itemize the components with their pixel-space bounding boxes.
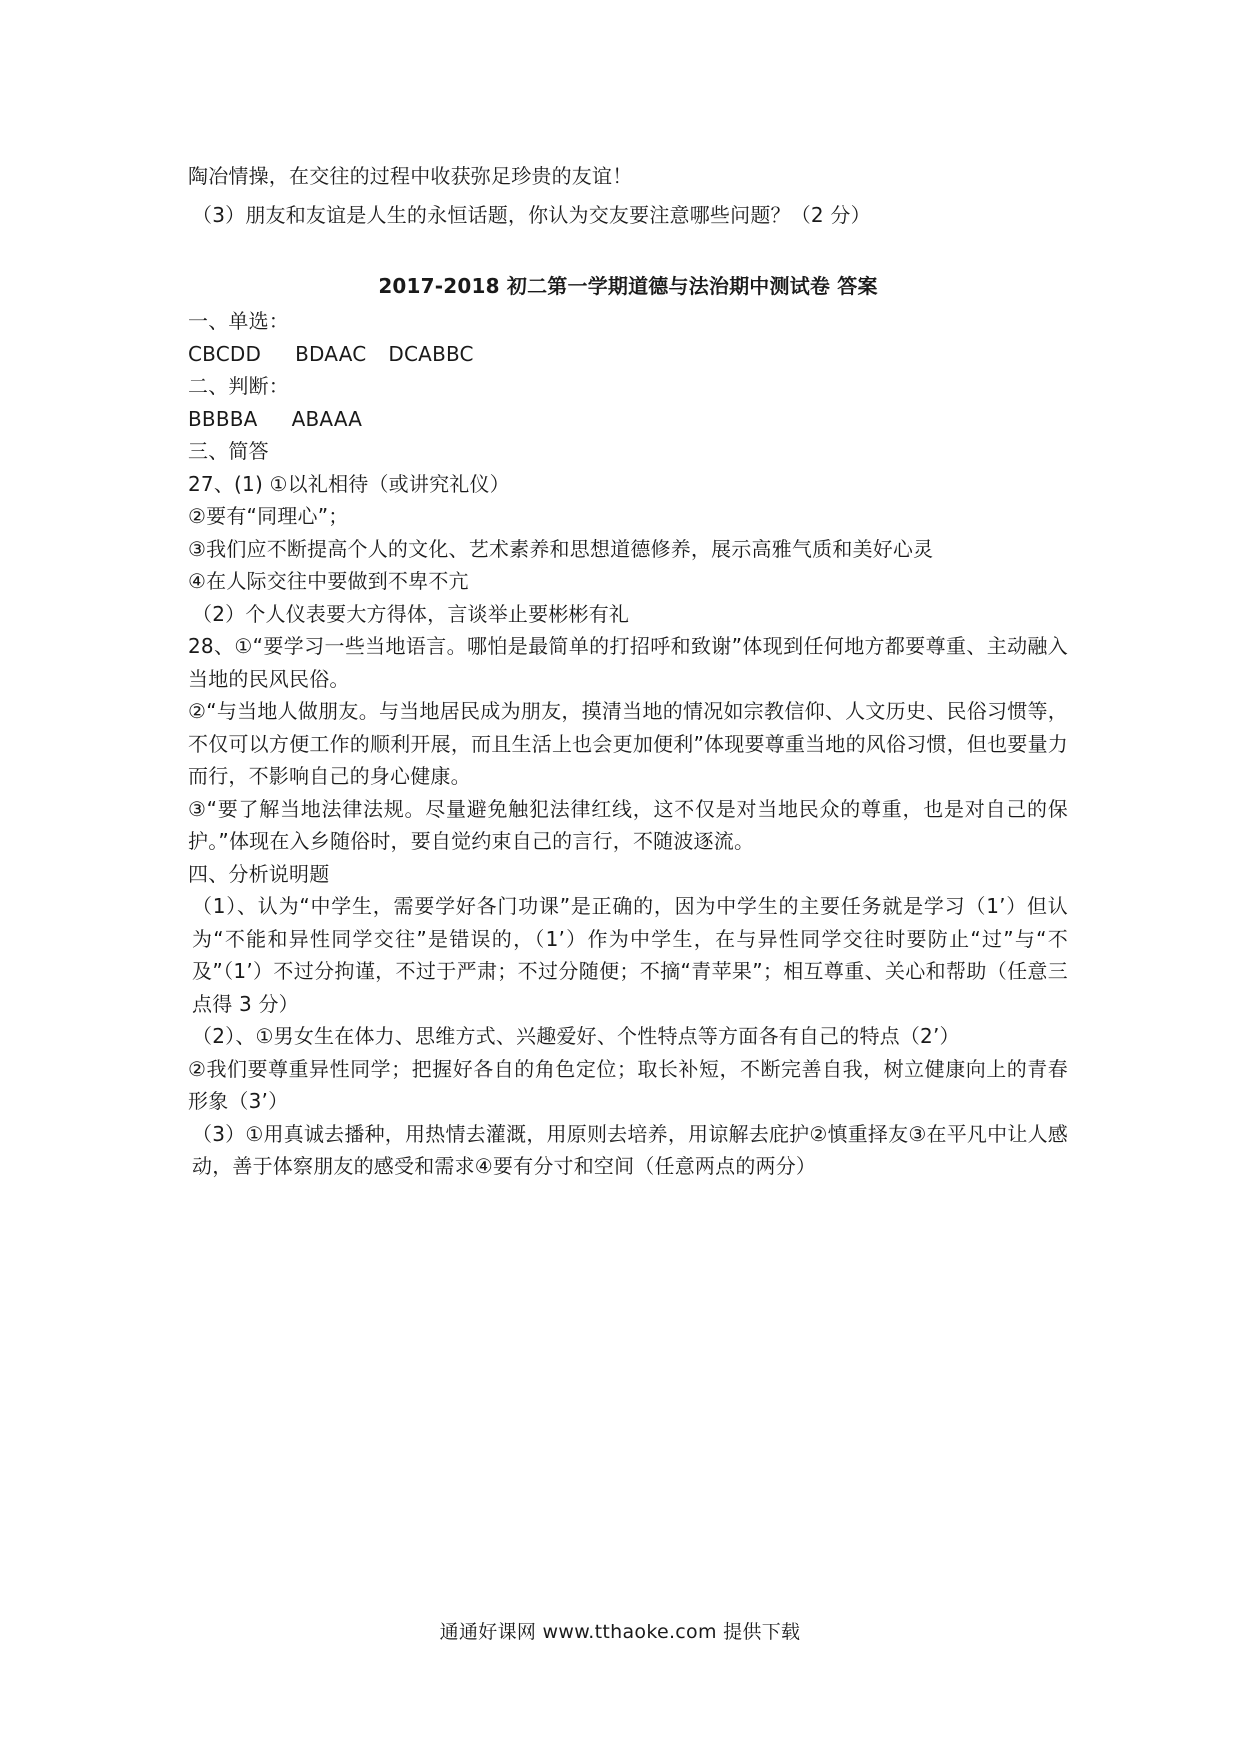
q28-paragraph-3: ③“要了解当地法律法规。尽量避免触犯法律红线，这不仅是对当地民众的尊重，也是对自己的保护。”体现在入乡随俗时，要自觉约束自己的言行，不随波逐流。 <box>188 796 1068 853</box>
q27-line-3: ③我们应不断提高个人的文化、艺术素养和思想道德修养，展示高雅气质和美好心灵 <box>188 536 934 561</box>
analysis-paragraph-2: （2）、①男女生在体力、思维方式、兴趣爱好、个性特点等方面各有自己的特点（2’） <box>192 1024 960 1048</box>
answer-key-title: 2017-2018 初二第一学期道德与法治期中测试卷 答案 <box>378 274 878 298</box>
section-2-heading: 二、判断： <box>188 374 289 398</box>
section-1-answers <box>188 338 1068 371</box>
q27-line-1: 27、(1) ①以礼相待（或讲究礼仪） <box>188 471 510 496</box>
analysis-paragraph-1: （1）、认为“中学生，需要学好各门功课”是正确的，因为中学生的主要任务就是学习（1’）但认为“不能和异性同学交往”是错误的，（1’）作为中学生，在与异性同学交往时要防止“过”与“不及”（1’）不过分拘谨，不过于严肃；不过分随便；不摘“青苹果”；相互尊重、关心和帮助（任意三点得 3 分） <box>192 894 1068 1016</box>
q28-paragraph-1: 28、①“要学习一些当地语言。哪怕是最简单的打招呼和致谢”体现到任何地方都要尊重、主动融入当地的民风民俗。 <box>188 634 1068 691</box>
q27-line-4: ④在人际交往中要做到不卑不亢 <box>188 569 469 593</box>
document-page <box>188 160 1068 1183</box>
footer-source-text: 通通好课网 www.tthaoke.com 提供下载 <box>439 1621 801 1643</box>
q27-line-2: ②要有“同理心”； <box>188 504 349 528</box>
answer-group: DCABBC <box>388 341 474 366</box>
intro-line-1: 陶冶情操，在交往的过程中收获弥足珍贵的友谊！ <box>188 164 633 188</box>
analysis-paragraph-3: ②我们要尊重异性同学；把握好各自的角色定位；取长补短，不断完善自我，树立健康向上的青春形象（3’） <box>188 1056 1068 1113</box>
answer-group: BDAAC <box>295 341 367 366</box>
section-3-heading: 三、简答 <box>188 439 269 463</box>
analysis-paragraph-4: （3）①用真诚去播种，用热情去灌溉，用原则去培养，用谅解去庇护②慎重择友③在平凡中让人感动，善于体察朋友的感受和需求④要有分寸和空间（任意两点的两分） <box>192 1121 1068 1178</box>
section-1-heading: 一、单选： <box>188 309 289 333</box>
answer-group: BBBBA <box>188 406 258 431</box>
answer-group: ABAAA <box>291 406 363 431</box>
q27-line-5: （2）个人仪表要大方得体，言谈举止要彬彬有礼 <box>192 601 630 626</box>
q28-paragraph-2: ②“与当地人做朋友。与当地居民成为朋友，摸清当地的情况如宗教信仰、人文历史、民俗习惯等，不仅可以方便工作的顺利开展，而且生活上也会更加便利”体现要尊重当地的风俗习惯，但也要量力而行，不影响自己的身心健康。 <box>188 699 1068 788</box>
section-2-answers <box>188 403 1068 436</box>
answer-group: CBCDD <box>188 341 262 366</box>
section-4-heading: 四、分析说明题 <box>188 861 330 886</box>
intro-question-3: （3）朋友和友谊是人生的永恒话题，你认为交友要注意哪些问题？（2 分） <box>192 202 871 227</box>
